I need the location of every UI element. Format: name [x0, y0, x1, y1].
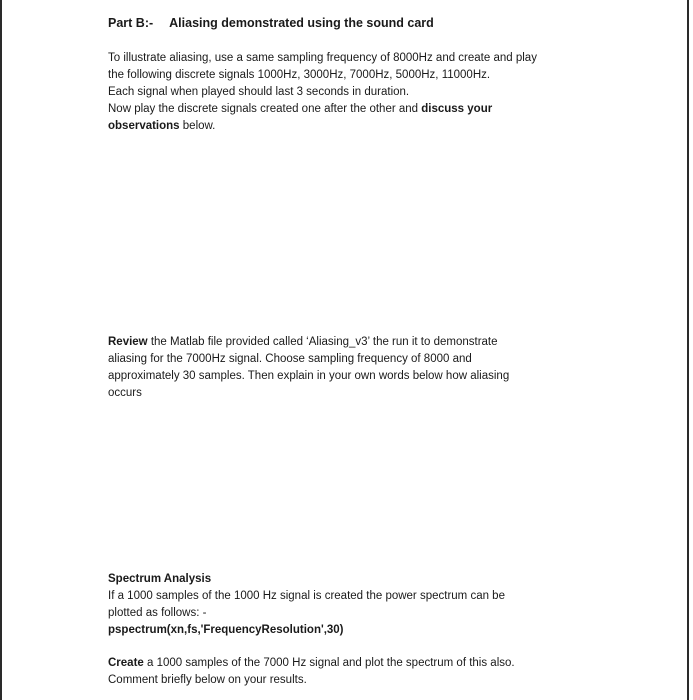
review-text: the Matlab file provided called ‘Aliasing_v3’ the run it to demonstrate: [147, 336, 498, 348]
review-emphasis: Review: [108, 336, 148, 348]
create-line: Comment briefly below on your results.: [108, 674, 307, 686]
spectrum-line: plotted as follows: -: [108, 607, 207, 619]
intro-paragraph: [108, 50, 578, 135]
create-text: a 1000 samples of the 7000 Hz signal and plot the spectrum of this also.: [143, 657, 515, 669]
intro-text: Now play the discrete signals created one after the other and: [108, 103, 422, 115]
create-line: [108, 655, 578, 672]
intro-emphasis: discuss your: [421, 103, 493, 115]
review-line: occurs: [108, 387, 142, 399]
intro-emphasis: observations: [108, 120, 180, 132]
intro-line: [108, 118, 578, 135]
review-line: aliasing for the 7000Hz signal. Choose sampling frequency of 8000 and: [108, 353, 472, 365]
intro-line: the following discrete signals 1000Hz, 3000Hz, 7000Hz, 5000Hz, 11000Hz.: [108, 69, 491, 81]
review-line: approximately 30 samples. Then explain in your own words below how aliasing: [108, 370, 510, 382]
section-title: Aliasing demonstrated using the sound card: [169, 16, 434, 30]
create-emphasis: Create: [108, 657, 144, 669]
section-heading: [108, 15, 578, 32]
part-label: Part B:-: [108, 16, 154, 30]
create-paragraph: [108, 655, 578, 689]
intro-text: below.: [179, 120, 216, 132]
review-paragraph: [108, 334, 578, 402]
review-line: [108, 334, 578, 351]
intro-line: [108, 101, 578, 118]
spectrum-code: pspectrum(xn,fs,'FrequencyResolution',30): [108, 624, 344, 636]
spectrum-section: [108, 571, 578, 639]
spectrum-title: Spectrum Analysis: [108, 573, 212, 585]
intro-line: Each signal when played should last 3 seconds in duration.: [108, 86, 410, 98]
page-border-right: [687, 0, 689, 700]
spectrum-line: If a 1000 samples of the 1000 Hz signal is created the power spectrum can be: [108, 590, 505, 602]
intro-line: To illustrate aliasing, use a same sampling frequency of 8000Hz and create and play: [108, 52, 537, 64]
page-border-left: [0, 0, 2, 700]
